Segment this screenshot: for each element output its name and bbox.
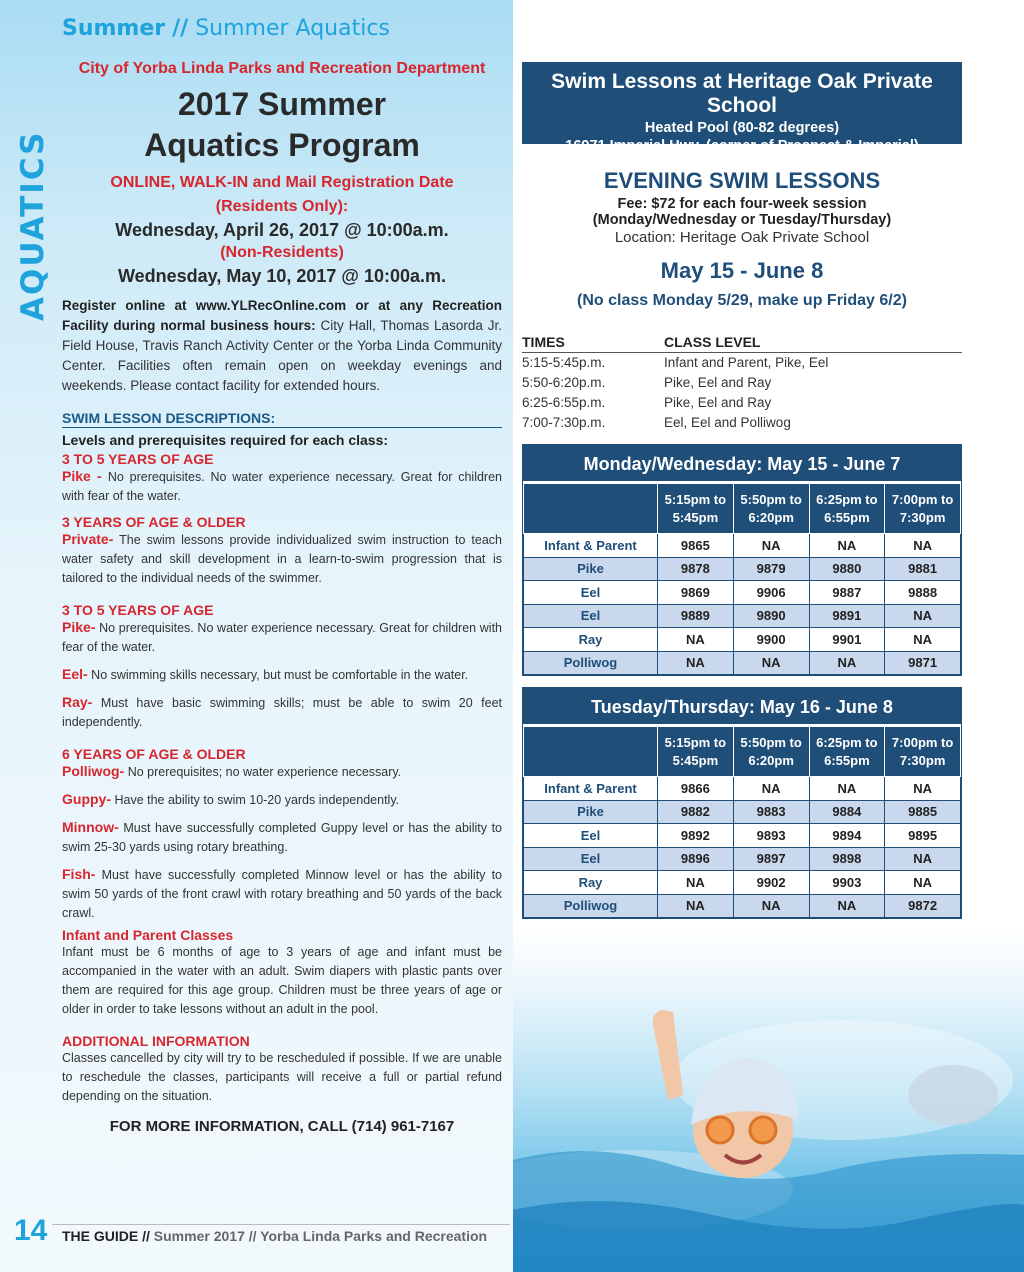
time-column-header (733, 727, 809, 777)
level-text: No swimming skills necessary, but must be comfortable in the water. (87, 668, 469, 682)
class-level-cell: Infant & Parent (524, 534, 658, 558)
times-row (522, 353, 962, 373)
footer-divider (52, 1224, 510, 1225)
course-code-cell: 9891 (809, 604, 885, 628)
class-levels: Pike, Eel and Ray (664, 395, 772, 410)
additional-info-text: Classes cancelled by city will try to be rescheduled if possible. If we are unable to reschedule the classes, participants will receive a full or partial refund depending on the situation. (62, 1051, 502, 1103)
header-category: Summer (62, 16, 166, 41)
class-levels: Infant and Parent, Pike, Eel (664, 355, 829, 370)
course-code-cell: 9896 (658, 847, 734, 871)
evening-lessons-info (522, 168, 962, 310)
additional-info-heading: ADDITIONAL INFORMATION (62, 1033, 250, 1049)
course-code-cell: 9890 (733, 604, 809, 628)
descriptions-heading: SWIM LESSON DESCRIPTIONS: (62, 410, 502, 428)
level-text: Must have successfully completed Minnow level or has the ability to swim 50 yards of the front crawl with rotary breathing and 50 yards of the back crawl. (62, 868, 502, 920)
class-level-cell: Polliwog (524, 894, 658, 918)
nonresidents-date: Wednesday, May 10, 2017 @ 10:00a.m. (117, 266, 447, 286)
course-code-cell: NA (658, 871, 734, 895)
course-code-cell: NA (733, 894, 809, 918)
course-code-cell: 9866 (658, 777, 734, 801)
course-code-cell: NA (885, 628, 961, 652)
course-code-cell: 9871 (885, 651, 961, 675)
time-start: 5:15pm to (664, 734, 727, 750)
class-level-cell: Pike (524, 557, 658, 581)
level-description (62, 818, 502, 857)
course-code-cell: NA (658, 894, 734, 918)
table-row (524, 847, 961, 871)
page-footer (0, 1212, 513, 1252)
course-code-cell: 9892 (658, 824, 734, 848)
level-text: Must have successfully completed Guppy level or has the ability to swim 25-30 yards using rotary breathing. (62, 821, 502, 854)
age-group-heading: 3 YEARS OF AGE & OLDER (62, 514, 246, 530)
table-corner (524, 727, 658, 777)
department-name: City of Yorba Linda Parks and Recreation Department (78, 60, 486, 77)
table-row (524, 651, 961, 675)
course-code-cell: 9889 (658, 604, 734, 628)
time-column-header (809, 727, 885, 777)
course-code-cell: 9872 (885, 894, 961, 918)
registration-info (62, 296, 502, 396)
schedule-monday-wednesday (522, 444, 962, 676)
time-column-header (885, 727, 961, 777)
time-column-header (658, 484, 734, 534)
footer-org: Yorba Linda Parks and Recreation (256, 1228, 488, 1244)
times-col-header: TIMES (522, 334, 565, 350)
times-row (522, 393, 962, 413)
class-level-cell: Pike (524, 800, 658, 824)
footer-text (62, 1228, 487, 1244)
times-row (522, 373, 962, 393)
schedule-table (523, 726, 961, 918)
time-end: 6:55pm (824, 752, 870, 768)
banner-address: 16971 Imperial Hwy. (corner of Prospect & Imperial) (565, 138, 919, 154)
time-column-header (733, 484, 809, 534)
times-row (522, 413, 962, 433)
course-code-cell: NA (809, 651, 885, 675)
level-description (62, 693, 502, 732)
course-code-cell: 9901 (809, 628, 885, 652)
infant-parent-text: Infant must be 6 months of age to 3 years of age and infant must be accompanied in the water with an adult. Swim diapers with plastic pants over them are required for this age group. Children must be three years of age or older in order to take lessons without an adult in the pool. (62, 945, 502, 1016)
time-column-header (809, 484, 885, 534)
time-start: 5:50pm to (740, 491, 802, 507)
level-text: Must have basic swimming skills; must be able to swim 20 feet independently. (62, 696, 502, 729)
course-code-cell: 9900 (733, 628, 809, 652)
course-code-cell: 9869 (658, 581, 734, 605)
infant-parent-heading: Infant and Parent Classes (62, 927, 234, 943)
goggle-left (707, 1117, 733, 1143)
level-description (62, 665, 502, 685)
course-code-cell: NA (658, 651, 734, 675)
level-description (62, 530, 502, 588)
nonresidents-label: (Non-Residents) (220, 244, 344, 261)
level-name: Pike- (62, 619, 96, 635)
course-code-cell: 9894 (809, 824, 885, 848)
table-corner (524, 484, 658, 534)
class-level-cell: Eel (524, 824, 658, 848)
page-number: 14 (14, 1214, 48, 1247)
course-code-cell: 9893 (733, 824, 809, 848)
evening-fee: Fee: $72 for each four-week session (617, 196, 867, 212)
class-level-cell: Ray (524, 871, 658, 895)
evening-heading: EVENING SWIM LESSONS (603, 168, 881, 193)
header-separator: // (172, 16, 189, 41)
table-row (524, 604, 961, 628)
table-row (524, 628, 961, 652)
table-row (524, 534, 961, 558)
level-name: Polliwog- (62, 763, 125, 779)
course-code-cell: 9883 (733, 800, 809, 824)
course-code-cell: 9884 (809, 800, 885, 824)
course-code-cell: NA (733, 777, 809, 801)
class-level-cell: Eel (524, 581, 658, 605)
course-code-cell: 9902 (733, 871, 809, 895)
time-end: 5:45pm (672, 509, 719, 525)
time-slot: 7:00-7:30p.m. (522, 415, 606, 430)
course-code-cell: NA (885, 777, 961, 801)
goggle-right (750, 1117, 776, 1143)
course-code-cell: 9880 (809, 557, 885, 581)
level-col-header: CLASS LEVEL (664, 334, 761, 350)
table-row (524, 824, 961, 848)
time-column-header (885, 484, 961, 534)
time-start: 7:00pm to (891, 491, 954, 507)
time-start: 5:50pm to (740, 734, 802, 750)
time-start: 6:25pm to (816, 491, 878, 507)
level-name: Guppy- (62, 791, 111, 807)
section-side-label: AQUATICS (15, 130, 51, 321)
class-level-cell: Ray (524, 628, 658, 652)
level-description (62, 790, 502, 810)
class-level-cell: Polliwog (524, 651, 658, 675)
course-code-cell: 9882 (658, 800, 734, 824)
time-start: 7:00pm to (891, 734, 954, 750)
time-end: 6:55pm (824, 509, 870, 525)
evening-dates: May 15 - June 8 (660, 258, 824, 283)
table-row (524, 581, 961, 605)
course-code-cell: NA (885, 604, 961, 628)
page-title-line1: 2017 Summer (177, 86, 387, 122)
course-code-cell: NA (885, 871, 961, 895)
level-description (62, 467, 502, 506)
times-list (522, 332, 962, 433)
level-description (62, 618, 502, 657)
page-title-line2: Aquatics Program (144, 127, 420, 163)
header-subcategory: Summer Aquatics (195, 16, 390, 41)
time-slot: 5:15-5:45p.m. (522, 355, 606, 370)
registration-label: ONLINE, WALK-IN and Mail Registration Date (110, 174, 454, 191)
time-column-header (658, 727, 734, 777)
table-row (524, 894, 961, 918)
registration-info-bold: Register online at www.YLRecOnline.com or at any Recreation Facility during normal business hours: (62, 298, 502, 333)
course-code-cell: 9888 (885, 581, 961, 605)
table-row (524, 777, 961, 801)
level-name: Fish- (62, 866, 96, 882)
raised-arm (653, 1010, 683, 1100)
background-swimmer (908, 1065, 998, 1125)
class-level-cell: Eel (524, 847, 658, 871)
course-code-cell: 9865 (658, 534, 734, 558)
level-name: Ray- (62, 694, 93, 710)
course-code-cell: 9897 (733, 847, 809, 871)
level-text: No prerequisites. No water experience necessary. Great for children with fear of the water. (62, 470, 502, 503)
level-name: Pike (62, 468, 91, 484)
contact-callout: FOR MORE INFORMATION, CALL (714) 961-7167 (109, 1118, 455, 1135)
class-levels: Eel, Eel and Polliwog (664, 415, 791, 430)
section-header (62, 16, 390, 41)
course-code-cell: 9885 (885, 800, 961, 824)
course-code-cell: NA (809, 777, 885, 801)
banner-pool: Heated Pool (80-82 degrees) (644, 120, 840, 136)
level-name: Private- (62, 531, 114, 547)
location-banner (522, 62, 962, 154)
course-code-cell: 9898 (809, 847, 885, 871)
swimmer-illustration (513, 930, 1024, 1272)
level-description (62, 762, 502, 782)
evening-days: (Monday/Wednesday or Tuesday/Thursday) (592, 212, 892, 228)
schedule-title: Tuesday/Thursday: May 16 - June 8 (523, 688, 961, 726)
time-slot: 5:50-6:20p.m. (522, 375, 606, 390)
course-code-cell: 9881 (885, 557, 961, 581)
age-group-heading: 6 YEARS OF AGE & OLDER (62, 746, 246, 762)
registration-info-text: City Hall, Thomas Lasorda Jr. Field House, Travis Ranch Activity Center or the Yorba Linda Community Center. Facilities often remain open on weekday evenings and weekends. Please contact facility for extended hours. (62, 318, 502, 393)
time-end: 5:45pm (672, 752, 719, 768)
course-code-cell: NA (733, 651, 809, 675)
time-slot: 6:25-6:55p.m. (522, 395, 606, 410)
times-header (522, 332, 962, 353)
schedule-title: Monday/Wednesday: May 15 - June 7 (523, 445, 961, 483)
schedule-table (523, 483, 961, 675)
level-name: Minnow- (62, 819, 119, 835)
swimmer-photo (513, 930, 1024, 1272)
level-description (62, 865, 502, 923)
footer-season: Summer 2017 // (149, 1228, 257, 1244)
time-end: 6:20pm (748, 509, 794, 525)
banner-title: Swim Lessons at Heritage Oak Private School (551, 70, 933, 117)
course-code-cell: NA (809, 894, 885, 918)
course-code-cell: 9895 (885, 824, 961, 848)
residents-label: (Residents Only): (215, 198, 349, 215)
footer-guide: THE GUIDE // (62, 1228, 150, 1244)
age-group-heading: 3 TO 5 YEARS OF AGE (62, 602, 214, 618)
level-text: Have the ability to swim 10-20 yards independently. (111, 793, 400, 807)
class-levels: Pike, Eel and Ray (664, 375, 772, 390)
evening-location: Location: Heritage Oak Private School (614, 229, 870, 246)
residents-date: Wednesday, April 26, 2017 @ 10:00a.m. (115, 220, 449, 240)
levels-heading: Levels and prerequisites required for each class: (62, 432, 389, 448)
course-code-cell: NA (658, 628, 734, 652)
table-row (524, 557, 961, 581)
course-code-cell: 9906 (733, 581, 809, 605)
side-strip (0, 0, 52, 1272)
course-code-cell: NA (809, 534, 885, 558)
table-row (524, 871, 961, 895)
course-code-cell: 9878 (658, 557, 734, 581)
course-code-cell: NA (885, 534, 961, 558)
level-text: The swim lessons provide individualized swim instruction to teach water safety and skill development in a learn-to-swim progression that is tailored to the individual needs of the swimmer. (62, 533, 502, 585)
table-row (524, 800, 961, 824)
course-code-cell: NA (733, 534, 809, 558)
level-name: Eel- (62, 666, 88, 682)
time-start: 5:15pm to (664, 491, 727, 507)
left-column (62, 60, 502, 1135)
course-code-cell: 9879 (733, 557, 809, 581)
course-code-cell: 9903 (809, 871, 885, 895)
time-end: 7:30pm (899, 509, 946, 525)
class-level-cell: Infant & Parent (524, 777, 658, 801)
time-start: 6:25pm to (816, 734, 878, 750)
time-end: 7:30pm (899, 752, 946, 768)
evening-note: (No class Monday 5/29, make up Friday 6/2) (577, 292, 907, 309)
level-separator: - (90, 468, 108, 484)
course-code-cell: NA (885, 847, 961, 871)
course-code-cell: 9887 (809, 581, 885, 605)
age-group-heading: 3 TO 5 YEARS OF AGE (62, 451, 214, 467)
schedule-tuesday-thursday (522, 687, 962, 919)
time-end: 6:20pm (748, 752, 794, 768)
level-text: No prerequisites. No water experience necessary. Great for children with fear of the water. (62, 621, 502, 654)
level-text: No prerequisites; no water experience necessary. (124, 765, 402, 779)
class-level-cell: Eel (524, 604, 658, 628)
